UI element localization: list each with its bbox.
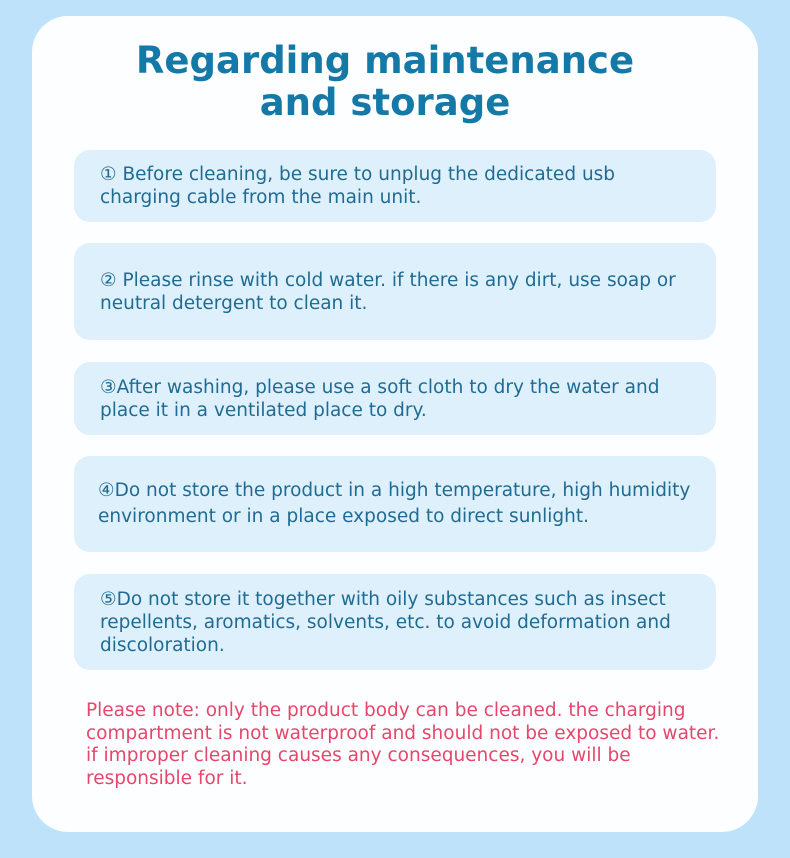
page-title-line-1: Regarding maintenance	[135, 39, 635, 82]
instruction-text: ① Before cleaning, be sure to unplug the dedicated usb charging cable from the main unit.	[100, 164, 616, 208]
instruction-item-4	[74, 456, 716, 552]
instruction-text: ③After washing, please use a soft cloth to dry the water and place it in a ventilated place to dry.	[100, 376, 660, 421]
instruction-item-5	[74, 574, 716, 670]
caution-note: Please note: only the product body can be cleaned. the charging compartment is not waterproof and should not be exposed to water. if improper cleaning causes any consequences, you will be responsible for it.	[86, 700, 720, 789]
instruction-text: ⑤Do not store it together with oily substances such as insect repellents, aromatics, solvents, etc. to avoid deformation and discoloration.	[100, 588, 671, 656]
page-title	[0, 40, 770, 124]
instruction-item-2	[74, 243, 716, 340]
instruction-item-3	[74, 362, 716, 435]
instruction-text: ④Do not store the product in a high temperature, high humidity environment or in a place exposed to direct sunlight.	[98, 480, 691, 527]
instruction-text: ② Please rinse with cold water. if there is any dirt, use soap or neutral detergent to clean it.	[100, 269, 676, 314]
instruction-item-1	[74, 150, 716, 222]
page-title-line-2: and storage	[259, 81, 511, 124]
